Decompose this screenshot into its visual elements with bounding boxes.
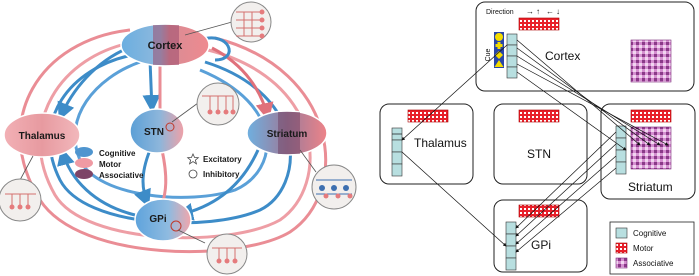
circle-icon [189, 170, 197, 178]
node-stn [130, 109, 184, 153]
legend-associative-item [616, 258, 674, 268]
callout-striatum-neurons [312, 165, 356, 209]
loop-legend [75, 147, 144, 180]
legend-cognitive-label: Cognitive [99, 149, 136, 158]
left-panel [0, 2, 356, 274]
striatum-module-label: Striatum [628, 180, 673, 194]
node-cortex [121, 24, 209, 66]
cortex-associative-grid [631, 40, 671, 82]
legend-item-excitatory [188, 154, 243, 164]
thalamus-motor-strip [408, 110, 448, 122]
thalamus-cognitive-column [392, 128, 402, 176]
striatum-associative-grid [631, 127, 671, 169]
legend-excitatory-label: Excitatory [203, 155, 242, 164]
direction-arrow-up: ↑ [536, 7, 540, 16]
striatum-label: Striatum [266, 129, 308, 140]
callout-cortex-neurons [231, 2, 271, 42]
legend-associative-text: Associative [633, 259, 674, 268]
direction-label: Direction [486, 9, 514, 16]
thalamus-label: Thalamus [18, 131, 66, 142]
gpi-cognitive-column [506, 222, 516, 270]
callout-gpi-neurons [207, 234, 247, 274]
node-thalamus [4, 113, 80, 157]
stn-gpi-link [143, 150, 150, 205]
right-panel [380, 2, 695, 274]
callout-stn-neurons [197, 83, 239, 125]
legend-item-cognitive [75, 147, 136, 158]
stn-label: STN [144, 127, 164, 138]
right-legend [610, 222, 694, 274]
legend-cognitive-item [616, 228, 667, 238]
star-icon [188, 154, 199, 164]
legend-inhibitory-label: Inhibitory [203, 170, 240, 179]
thalamus-module-label: Thalamus [414, 136, 467, 150]
gpi-module-label: GPi [531, 238, 552, 252]
legend-motor-text: Motor [633, 244, 654, 253]
stn-module-label: STN [527, 147, 551, 161]
cue-circle-icon [495, 33, 503, 41]
cue-label: Cue [485, 48, 492, 62]
legend-motor-item [616, 243, 654, 253]
callout-thalamus-neurons [0, 179, 41, 221]
node-gpi [135, 199, 191, 241]
striatum-cognitive-column [616, 126, 626, 174]
gpi-label: GPi [149, 214, 167, 225]
cortex-stn-link [150, 60, 152, 110]
striatum-motor-strip [631, 110, 671, 122]
legend-item-inhibitory [189, 170, 240, 179]
direction-arrow-left: ← [546, 7, 554, 16]
synapse-legend [188, 154, 243, 179]
cortex-label: Cortex [147, 40, 183, 52]
legend-cognitive-text: Cognitive [633, 229, 667, 238]
legend-motor-label: Motor [99, 160, 122, 169]
cortex-motor-strip [519, 18, 559, 30]
direction-arrow-down: ↓ [556, 7, 560, 16]
legend-item-associative [75, 169, 144, 180]
cortex-module-label: Cortex [545, 49, 581, 63]
legend-associative-label: Associative [99, 171, 144, 180]
stn-motor-strip [519, 110, 559, 122]
legend-item-motor [75, 158, 121, 169]
direction-arrow-right: → [526, 7, 534, 16]
node-striatum [247, 111, 327, 155]
cortex-cognitive-column [507, 34, 517, 78]
